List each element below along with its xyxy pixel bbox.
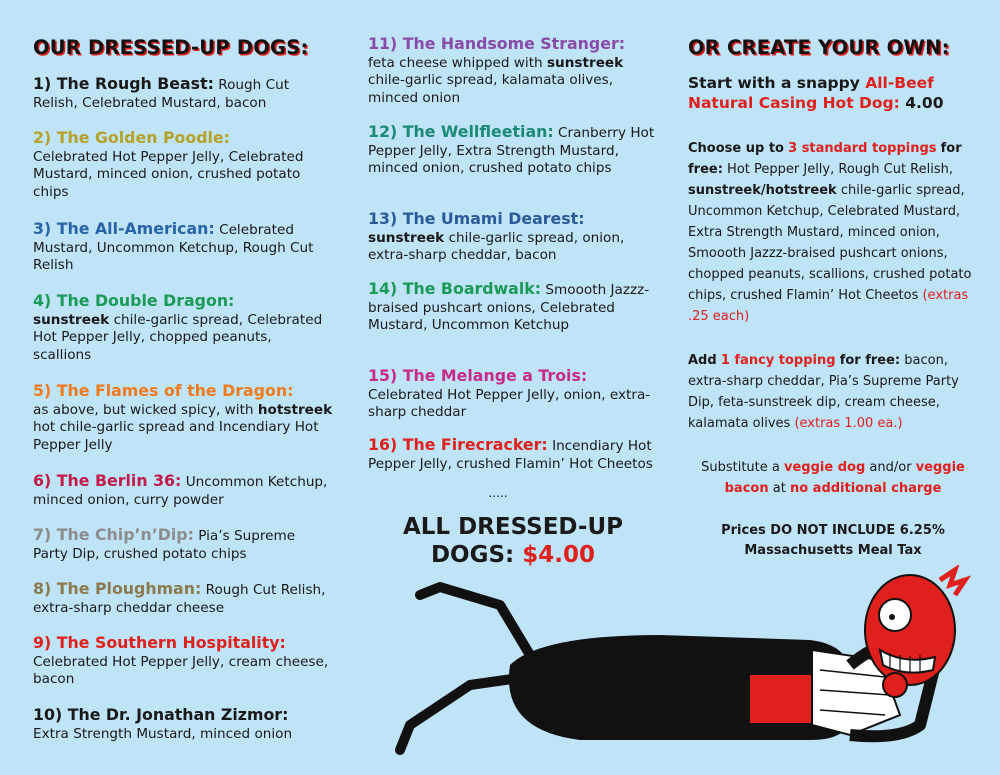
list-item (33, 472, 333, 509)
sub-mid2: at (772, 481, 786, 496)
mascot-eye (879, 599, 911, 631)
tax-notice (688, 521, 978, 561)
fancy-topping-section (688, 350, 978, 434)
dog-desc: Rough Cut Relish, Celebrated Mustard, bacon (33, 77, 290, 111)
all-dogs-label-1: ALL DRESSED-UP (402, 514, 624, 540)
add-pre: Add (688, 353, 717, 368)
dog-bold-ingredient: hotstreek (257, 401, 333, 418)
start-section (688, 73, 978, 113)
dog-desc: Rough Cut Relish, extra-sharp cheddar cheese (33, 582, 326, 616)
dog-desc: Uncommon Ketchup, minced onion, curry powder (33, 474, 328, 508)
add-count: 1 fancy topping (720, 353, 836, 368)
veggie-section (688, 457, 978, 499)
dog-desc: Cranberry Hot Pepper Jelly, Extra Strength Mustard, minced onion, crushed potato chips (368, 125, 655, 176)
sub-no-charge: no additional charge (789, 481, 942, 496)
dog-desc: Smoooth Jazzz-braised pushcart onions, Celebrated Mustard, Uncommon Ketchup (368, 282, 650, 333)
dog-name: 13) The Umami Dearest: (368, 209, 585, 228)
dog-desc: chile-garlic spread, onion, extra-sharp cheddar, bacon (368, 229, 625, 263)
list-item (33, 526, 333, 563)
list-item (368, 367, 658, 422)
dog-name: 8) The Ploughman: (33, 579, 202, 598)
choose-bold: sunstreek/hotstreek (688, 183, 837, 198)
sub-veggie-dog: veggie dog (784, 460, 866, 475)
start-pre: Start with a snappy (688, 74, 860, 92)
dog-desc: Incendiary Hot Pepper Jelly, crushed Flamin’ Hot Cheetos (368, 438, 653, 472)
dog-desc: chile-garlic spread, Celebrated Hot Pepper Jelly, chopped peanuts, scallions (33, 311, 323, 363)
choose-post: for free: (688, 141, 962, 177)
dressed-dogs-heading: OUR DRESSED-UP DOGS: (33, 36, 309, 59)
list-item (368, 35, 658, 107)
mascot-hand (883, 673, 907, 697)
dog-desc-pre: feta cheese whipped with (368, 54, 543, 71)
all-dogs-price-value: $4.00 (522, 542, 596, 568)
dog-desc: Celebrated Hot Pepper Jelly, cream cheese, bacon (33, 653, 329, 687)
choose-pre: Choose up to (688, 141, 784, 156)
standard-toppings-section (688, 138, 978, 327)
dog-desc: Celebrated Mustard, Uncommon Ketchup, Rough Cut Relish (33, 222, 314, 273)
dog-name: 16) The Firecracker: (368, 435, 548, 454)
dog-name: 2) The Golden Poodle: (33, 128, 230, 147)
add-post: for free: (839, 353, 901, 368)
list-item (33, 706, 333, 743)
dog-name: 11) The Handsome Stranger: (368, 34, 626, 53)
list-item (368, 280, 658, 335)
tax-line-1: Prices DO NOT INCLUDE 6.25% (721, 523, 945, 538)
dog-name: 5) The Flames of the Dragon: (33, 381, 294, 400)
start-price: 4.00 (905, 94, 944, 112)
list-item (368, 210, 658, 265)
dog-bold-ingredient: sunstreek (546, 54, 624, 71)
list-item (33, 129, 333, 201)
list-item (368, 436, 658, 473)
choose-list-2: chile-garlic spread, Uncommon Ketchup, Celebrated Mustard, Extra Strength Mustard, minced onion, Smoooth Jazzz-braised pushcart onions, chopped peanuts, scallions, crushed potato chips, crushed Flamin’ Hot Cheetos (688, 183, 972, 303)
hotdog-mascot-illustration (380, 565, 1000, 775)
dog-name: 7) The Chip’n’Dip: (33, 525, 194, 544)
dog-desc-pre: as above, but wicked spicy, with (33, 401, 254, 418)
add-extras: (extras 1.00 ea.) (794, 416, 903, 431)
dog-bold-ingredient: sunstreek (33, 311, 110, 328)
dog-name: 12) The Wellfleetian: (368, 122, 554, 141)
dog-name: 4) The Double Dragon: (33, 291, 235, 310)
list-item (33, 634, 333, 689)
dog-desc: hot chile-garlic spread and Incendiary Hot Pepper Jelly (33, 419, 319, 453)
dog-name: 15) The Melange a Trois: (368, 366, 588, 385)
dog-desc: Pia’s Supreme Party Dip, crushed potato chips (33, 528, 296, 562)
list-item (33, 382, 333, 454)
choose-count: 3 standard toppings (788, 141, 937, 156)
list-item (33, 580, 333, 617)
dog-name: 9) The Southern Hospitality: (33, 633, 286, 652)
sub-mid: and/or (869, 460, 912, 475)
dog-name: 1) The Rough Beast: (33, 74, 214, 93)
create-own-heading: OR CREATE YOUR OWN: (688, 36, 950, 59)
ellipsis-separator: ..... (488, 486, 508, 500)
list-item (33, 75, 333, 112)
all-dogs-price (368, 513, 658, 569)
dog-desc: Celebrated Hot Pepper Jelly, Celebrated Mustard, minced onion, crushed potato chips (33, 148, 304, 200)
dog-bold-ingredient: sunstreek (368, 229, 445, 246)
dog-desc: Extra Strength Mustard, minced onion (33, 725, 293, 742)
leg (420, 587, 530, 655)
choose-extras: (extras .25 each) (688, 288, 969, 324)
dog-desc: chile-garlic spread, kalamata olives, minced onion (368, 72, 614, 106)
add-list: bacon, extra-sharp cheddar, Pia’s Supreme Party Dip, feta-sunstreek dip, cream cheese, kalamata olives (688, 353, 959, 431)
choose-list-1: Hot Pepper Jelly, Rough Cut Relish, (727, 162, 953, 177)
sub-veggie-bacon: veggie bacon (724, 460, 965, 496)
tax-line-2: Massachusetts Meal Tax (744, 543, 922, 558)
dog-name: 10) The Dr. Jonathan Zizmor: (33, 705, 289, 724)
dog-desc: Celebrated Hot Pepper Jelly, onion, extra-sharp cheddar (368, 386, 651, 420)
all-dogs-label-2: DOGS: (430, 542, 515, 568)
list-item (33, 292, 333, 364)
start-hotdog: All-Beef Natural Casing Hot Dog: (688, 74, 934, 112)
dog-name: 6) The Berlin 36: (33, 471, 182, 490)
list-item (33, 220, 333, 275)
dog-name: 3) The All-American: (33, 219, 215, 238)
mascot-sash (750, 675, 812, 723)
sub-pre: Substitute a (701, 460, 780, 475)
list-item (368, 123, 658, 178)
dog-name: 14) The Boardwalk: (368, 279, 542, 298)
